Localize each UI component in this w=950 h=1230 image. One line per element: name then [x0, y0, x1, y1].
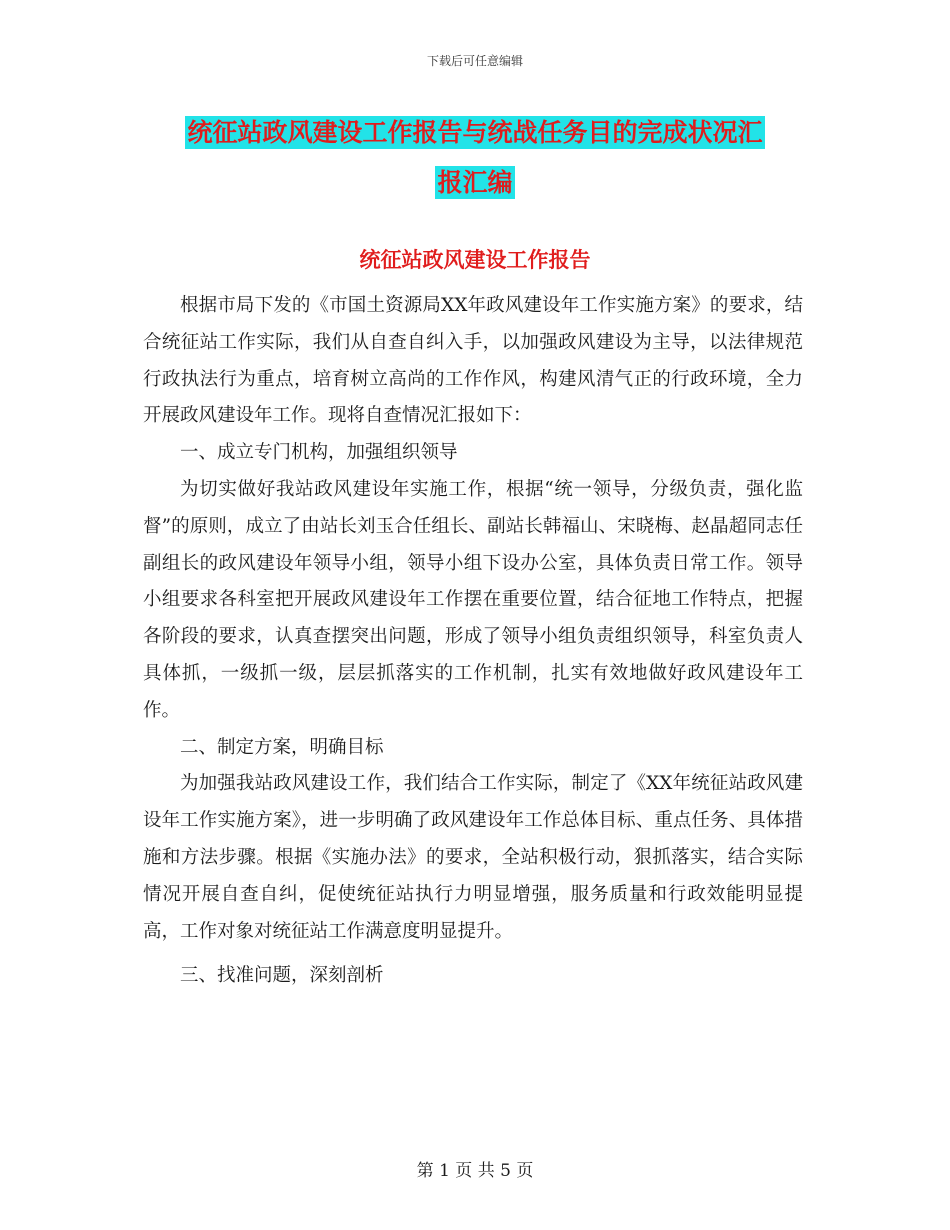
page-number: 第 1 页 共 5 页 — [416, 1161, 534, 1181]
document-title-line-2: 报汇编 — [437, 168, 513, 197]
page-header-note: 下载后可任意编辑 — [426, 54, 523, 68]
document-title — [145, 108, 805, 208]
section-title: 统征站政风建设工作报告 — [359, 248, 591, 272]
paragraph-intro: 根据市局下发的《市国土资源局XX年政风建设年工作实施方案》的要求，结合统征站工作实际，我们从自查自纠入手，以加强政风建设为主导，以法律规范行政执法行为重点，培育树立高尚的工作作风，构建风清气正的行政环境，全力开展政风建设年工作。现将自查情况汇报如下： — [143, 295, 803, 427]
paragraph-organization: 为切实做好我站政风建设年实施工作，根据“统一领导，分级负责，强化监督”的原则，成立了由站长刘玉合任组长、副站长韩福山、宋晓梅、赵晶超同志任副组长的政风建设年领导小组，领导小组下设办公室，具体负责日常工作。领导小组要求各科室把开展政风建设年工作摆在重要位置，结合征地工作特点，把握各阶段的要求，认真查摆突出问题，形成了领导小组负责组织领导，科室负责人具体抓，一级抓一级，层层抓落实的工作机制，扎实有效地做好政风建设年工作。 — [143, 478, 803, 721]
paragraph-plan: 为加强我站政风建设工作，我们结合工作实际，制定了《XX年统征站政风建设年工作实施方案》，进一步明确了政风建设年工作总体目标、重点任务、具体措施和方法步骤。根据《实施办法》的要求，全站积极行动，狠抓落实，结合实际情况开展自查自纠，促使统征站执行力明显增强，服务质量和行政效能明显提高，工作对象对统征站工作满意度明显提升。 — [143, 773, 803, 942]
heading-one: 一、成立专门机构，加强组织领导 — [180, 442, 458, 464]
document-body — [143, 288, 803, 995]
heading-two: 二、制定方案，明确目标 — [180, 736, 384, 758]
heading-three: 三、找准问题，深刻剖析 — [180, 965, 384, 987]
document-title-line-1: 统征站政风建设工作报告与统战任务目的完成状况汇 — [187, 118, 763, 147]
